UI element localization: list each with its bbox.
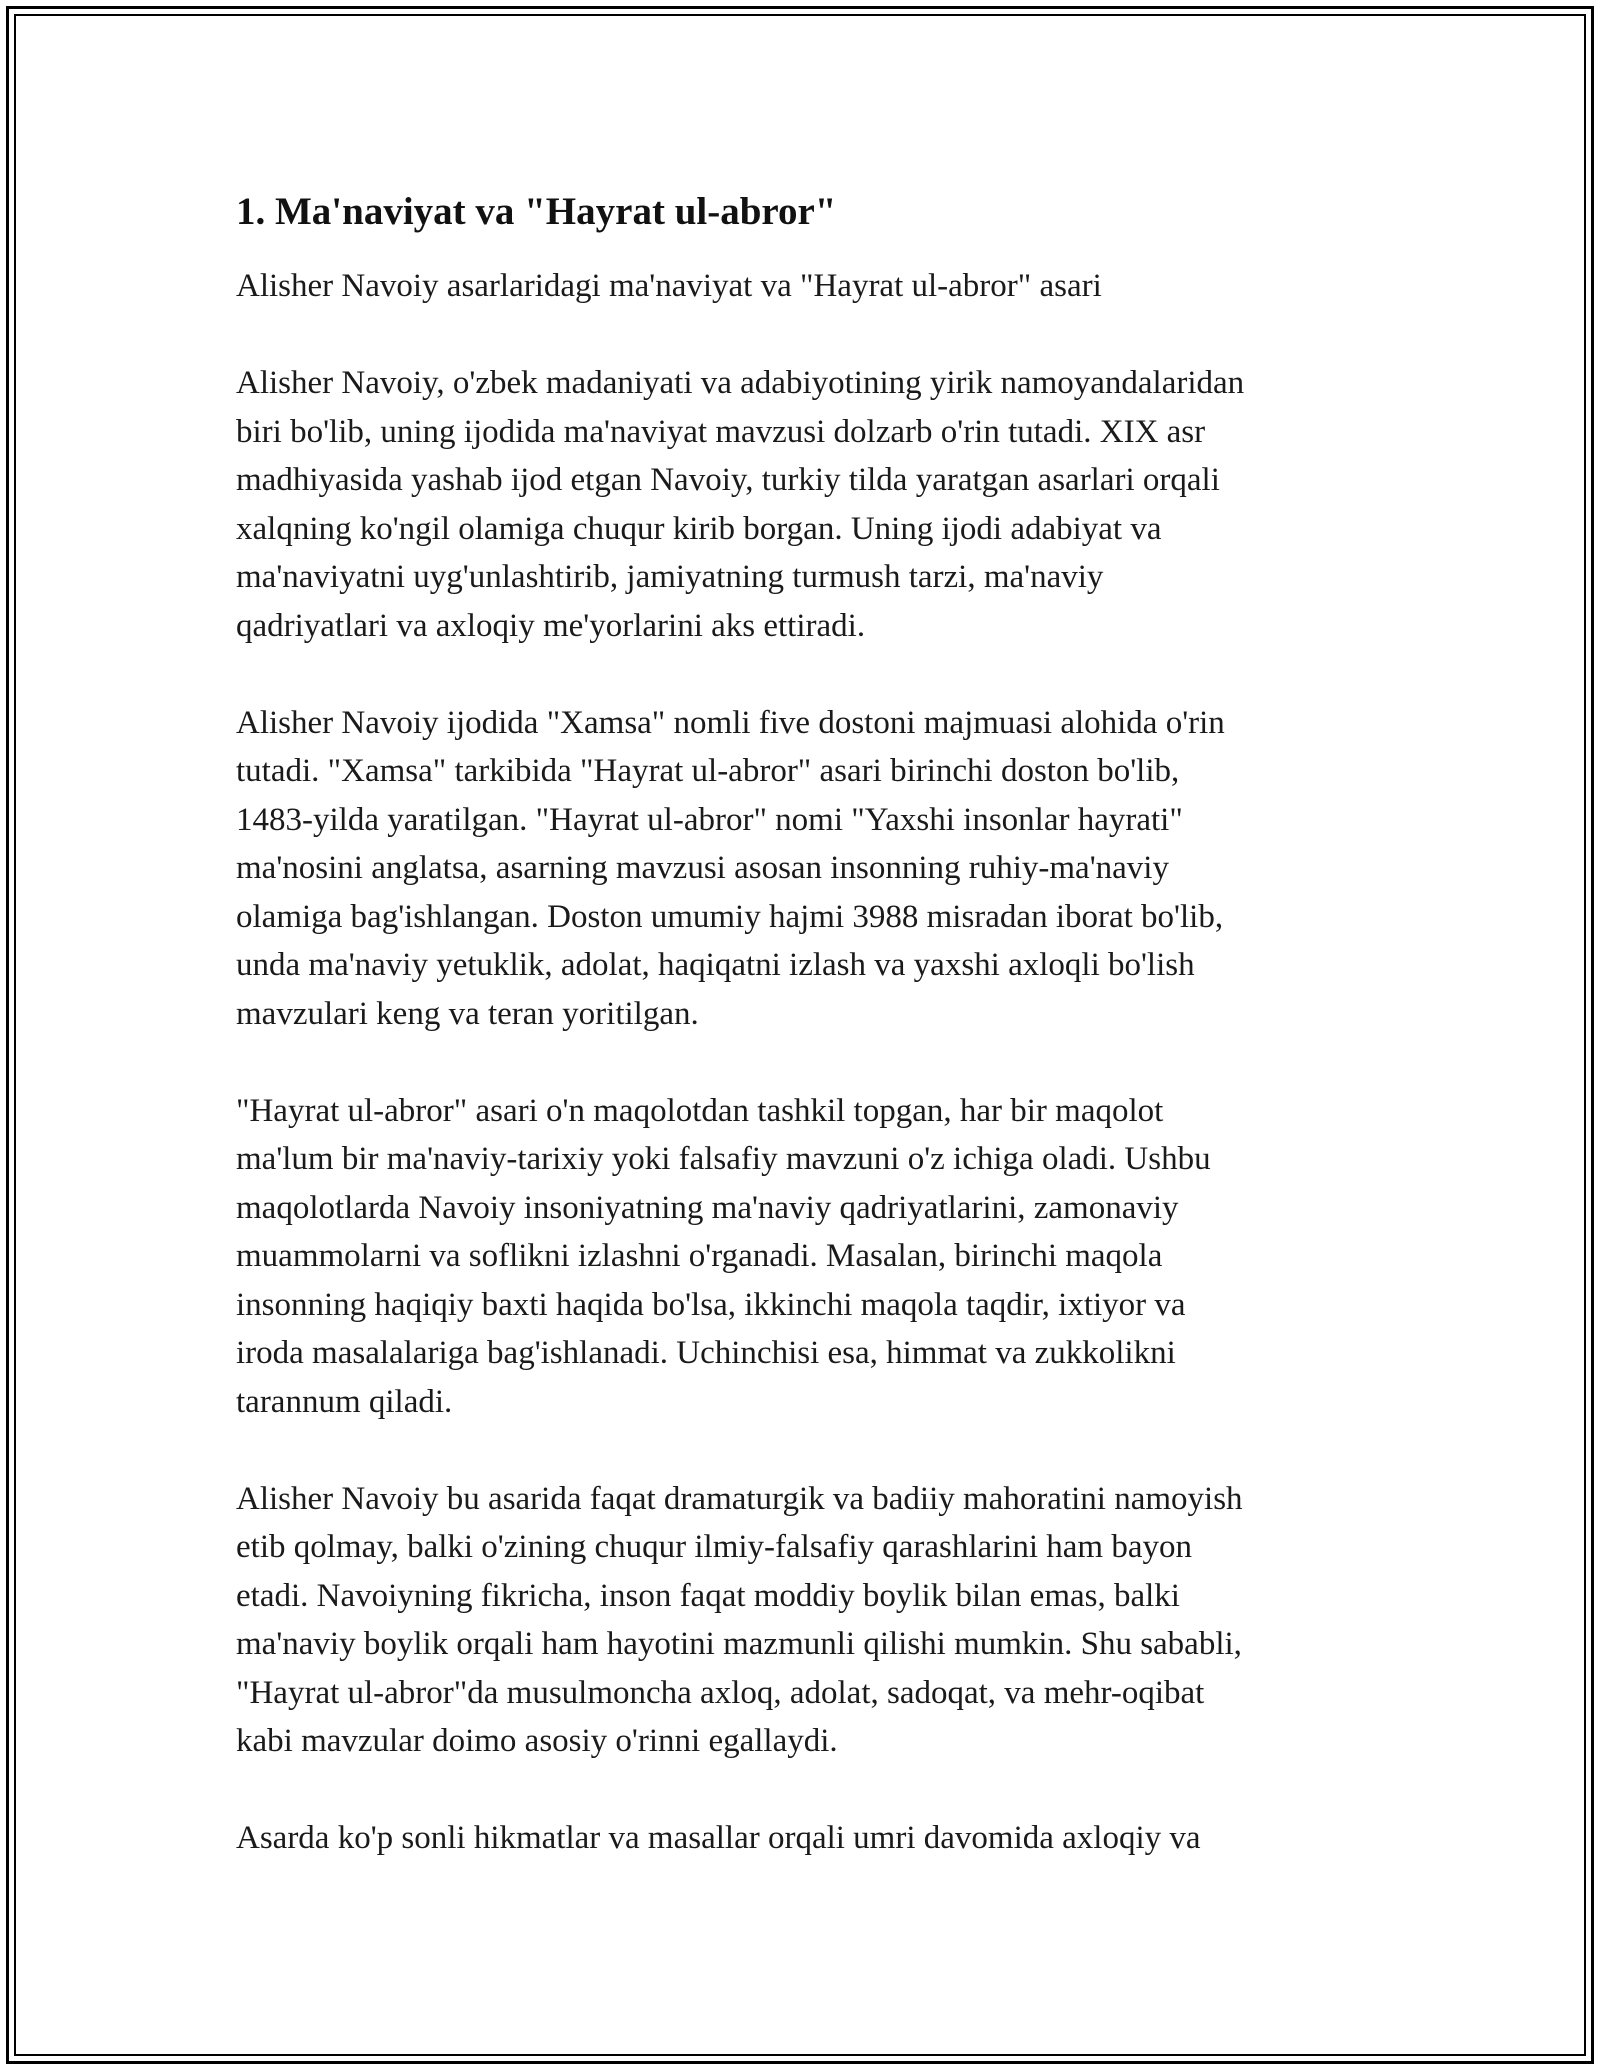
page-title: 1. Ma'naviyat va "Hayrat ul-abror" [236,190,837,233]
text-line: xalqning ko'ngil olamiga chuqur kirib borgan. Uning ijodi adabiyat va [236,510,1162,547]
text-line: Alisher Navoiy ijodida "Xamsa" nomli five dostoni majmuasi alohida o'rin [236,704,1225,741]
text-line: etib qolmay, balki o'zining chuqur ilmiy-falsafiy qarashlarini ham bayon [236,1529,1192,1565]
text-line: "Hayrat ul-abror"da musulmoncha axloq, adolat, sadoqat, va mehr-oqibat [236,1674,1205,1711]
body-paragraph-5 [236,1814,1376,1863]
text-line: biri bo'lib, uning ijodida ma'naviyat mavzusi dolzarb o'rin tutadi. XIX asr [236,413,1206,450]
text-line: madhiyasida yashab ijod etgan Navoiy, turkiy tilda yaratgan asarlari orqali [236,462,1220,498]
body-paragraph-2 [236,699,1376,1039]
text-line: ma'naviy boylik orqali ham hayotini mazmunli qilishi mumkin. Shu sababli, [236,1626,1242,1662]
text-line: 1483-yilda yaratilgan. "Hayrat ul-abror" nomi "Yaxshi insonlar hayrati" [236,801,1183,838]
text-line: kabi mavzular doimo asosiy o'rinni egallaydi. [236,1723,838,1759]
text-line: "Hayrat ul-abror" asari o'n maqolotdan tashkil topgan, har bir maqolot [236,1092,1164,1129]
body-paragraph-1 [236,359,1376,650]
text-line: insonning haqiqiy baxti haqida bo'lsa, ikkinchi maqola taqdir, ixtiyor va [236,1286,1186,1323]
text-line: ma'naviyatni uyg'unlashtirib, jamiyatning turmush tarzi, ma'naviy [236,559,1104,595]
text-line: maqolotlarda Navoiy insoniyatning ma'naviy qadriyatlarini, zamonaviy [236,1189,1179,1226]
text-line: etadi. Navoiyning fikricha, inson faqat moddiy boylik bilan emas, balki [236,1577,1180,1614]
text-line: qadriyatlari va axloqiy me'yorlarini aks ettiradi. [236,607,866,644]
text-line: ma'nosini anglatsa, asarning mavzusi asosan insonning ruhiy-ma'naviy [236,850,1169,886]
body-paragraph-4 [236,1475,1376,1766]
text-line: iroda masalalariga bag'ishlanadi. Uchinchisi esa, himmat va zukkolikni [236,1335,1176,1371]
text-line: Alisher Navoiy bu asarida faqat dramaturgik va badiiy mahoratini namoyish [236,1480,1243,1517]
text-line: Alisher Navoiy, o'zbek madaniyati va adabiyotining yirik namoyandalaridan [236,365,1245,401]
text-line: tarannum qiladi. [236,1383,453,1420]
text-line: Alisher Navoiy asarlaridagi ma'naviyat va "Hayrat ul-abror" asari [236,268,1102,304]
text-line: olamiga bag'ishlangan. Doston umumiy hajmi 3988 misradan iborat bo'lib, [236,898,1224,935]
text-line: tutadi. "Xamsa" tarkibida "Hayrat ul-abror" asari birinchi doston bo'lib, [236,753,1180,789]
subtitle-paragraph [236,262,1376,311]
text-line: unda ma'naviy yetuklik, adolat, haqiqatni izlash va yaxshi axloqli bo'lish [236,947,1195,983]
text-line: muammolarni va soflikni izlashni o'rganadi. Masalan, birinchi maqola [236,1238,1163,1274]
text-line: mavzulari keng va teran yoritilgan. [236,995,699,1032]
text-line: Asarda ko'p sonli hikmatlar va masallar orqali umri davomida axloqiy va [236,1820,1201,1856]
document-body [236,186,1376,1911]
text-line: ma'lum bir ma'naviy-tarixiy yoki falsafiy mavzuni o'z ichiga oladi. Ushbu [236,1141,1211,1177]
body-paragraph-3 [236,1087,1376,1427]
